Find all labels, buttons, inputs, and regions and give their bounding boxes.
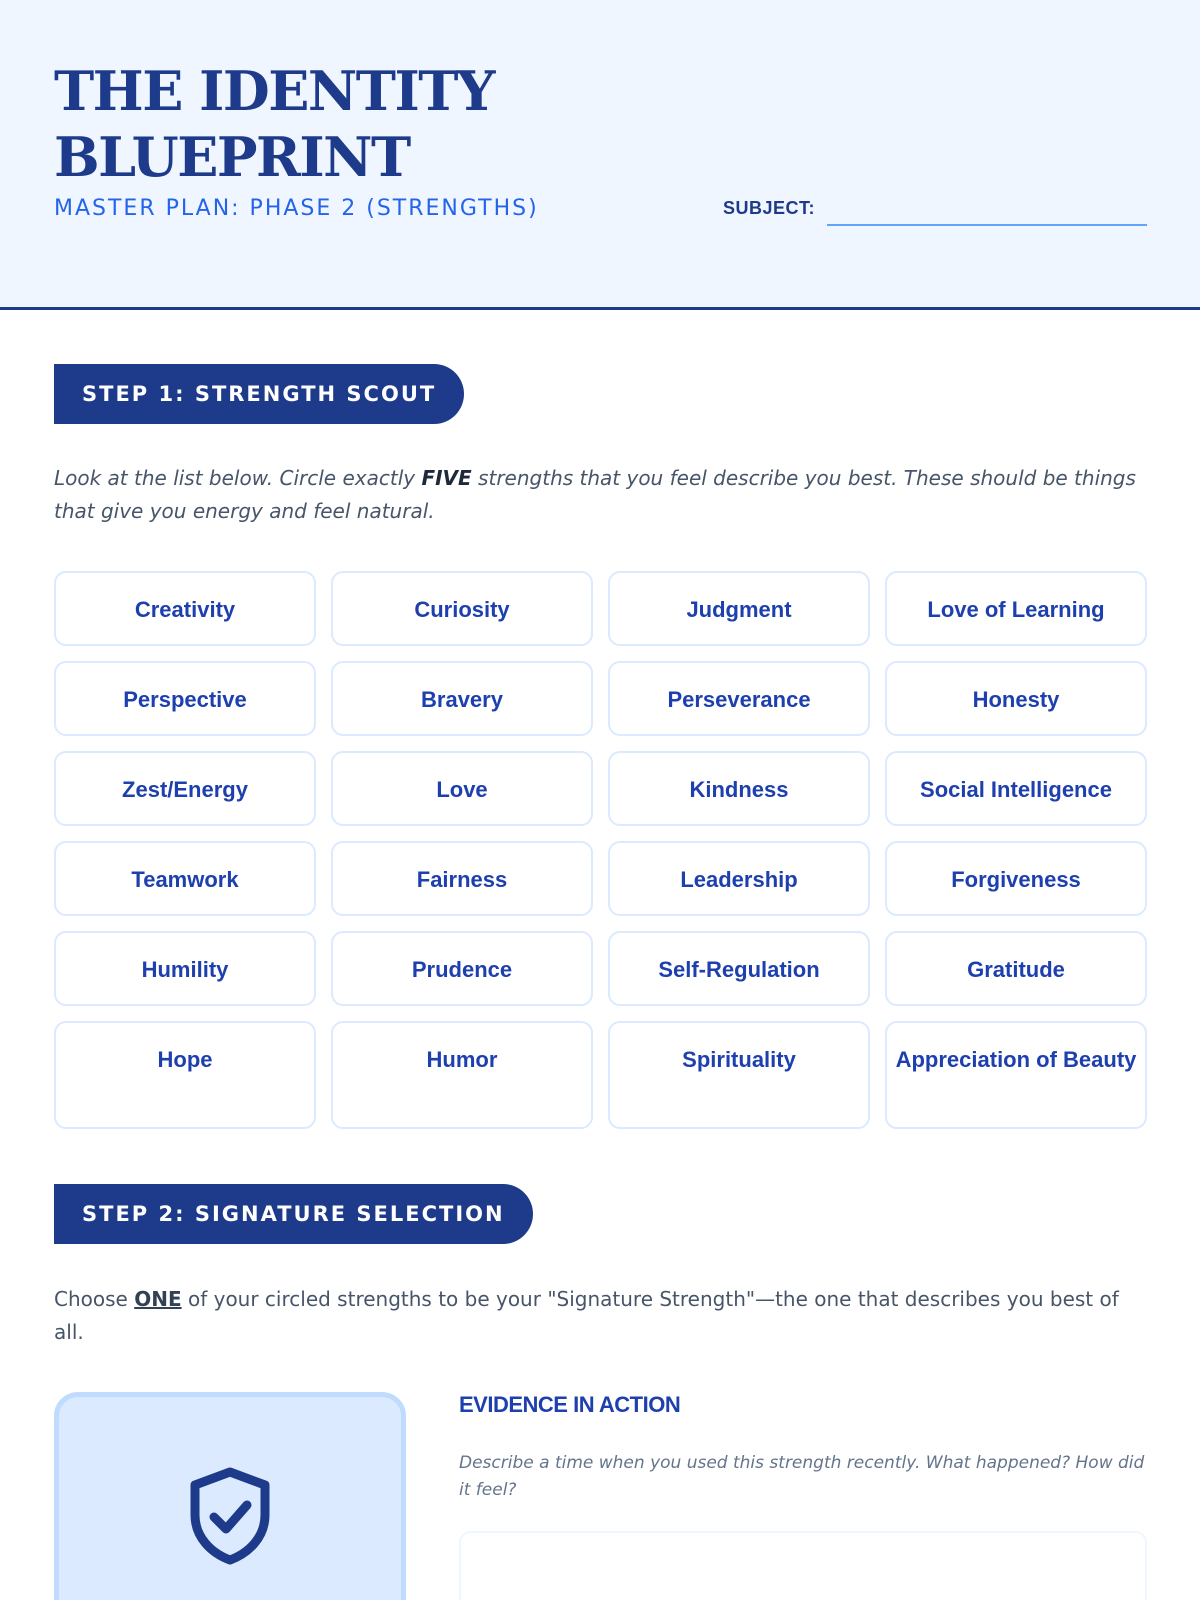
signature-badge-box[interactable] [54, 1392, 406, 1600]
strength-card[interactable]: Curiosity [331, 571, 593, 646]
page-subtitle: MASTER PLAN: PHASE 2 (STRENGTHS) [54, 196, 539, 221]
strength-card[interactable]: Perspective [54, 661, 316, 736]
strength-card[interactable]: Spirituality [608, 1021, 870, 1129]
strength-card[interactable]: Teamwork [54, 841, 316, 916]
subject-label: SUBJECT: [723, 198, 816, 218]
strength-card[interactable]: Prudence [331, 931, 593, 1006]
strength-card[interactable]: Judgment [608, 571, 870, 646]
instructions-text: Look at the list below. Circle exactly [54, 466, 422, 490]
strength-card[interactable]: Appreciation of Beauty [885, 1021, 1147, 1129]
strength-card[interactable]: Love of Learning [885, 571, 1147, 646]
page-title: THE IDENTITY BLUEPRINT [54, 59, 494, 189]
strength-card[interactable]: Hope [54, 1021, 316, 1129]
shield-check-icon [187, 1467, 273, 1565]
strength-card[interactable]: Humor [331, 1021, 593, 1129]
step2-heading: STEP 2: SIGNATURE SELECTION [54, 1184, 533, 1244]
choose-text: Choose [54, 1287, 135, 1311]
header [0, 0, 1200, 310]
strength-card[interactable]: Honesty [885, 661, 1147, 736]
strength-card[interactable]: Love [331, 751, 593, 826]
choose-emphasis: ONE [134, 1287, 182, 1311]
instructions-text-end: strengths that you feel describe you best. These should be things that give you energy and feel natural. [54, 466, 1136, 523]
subject-input-line[interactable] [827, 224, 1147, 226]
strengths-grid [54, 571, 1147, 1129]
evidence-textarea[interactable] [459, 1531, 1147, 1600]
strength-card[interactable]: Leadership [608, 841, 870, 916]
strength-card[interactable]: Zest/Energy [54, 751, 316, 826]
step1-instructions [54, 462, 1154, 528]
choose-text-end: of your circled strengths to be your "Signature Strength"—the one that describes you best of all. [54, 1287, 1119, 1344]
strength-card[interactable]: Kindness [608, 751, 870, 826]
strength-card[interactable]: Creativity [54, 571, 316, 646]
strength-card[interactable]: Fairness [331, 841, 593, 916]
strength-card[interactable]: Self-Regulation [608, 931, 870, 1006]
evidence-description: Describe a time when you used this strength recently. What happened? How did it feel? [459, 1453, 1145, 1500]
strength-card[interactable]: Gratitude [885, 931, 1147, 1006]
strength-card[interactable]: Social Intelligence [885, 751, 1147, 826]
strength-card[interactable]: Perseverance [608, 661, 870, 736]
step2-instructions [54, 1283, 1154, 1349]
instructions-emphasis: FIVE [421, 466, 472, 490]
evidence-title: EVIDENCE IN ACTION [459, 1392, 681, 1417]
step1-heading: STEP 1: STRENGTH SCOUT [54, 364, 464, 424]
strength-card[interactable]: Bravery [331, 661, 593, 736]
strength-card[interactable]: Humility [54, 931, 316, 1006]
strength-card[interactable]: Forgiveness [885, 841, 1147, 916]
